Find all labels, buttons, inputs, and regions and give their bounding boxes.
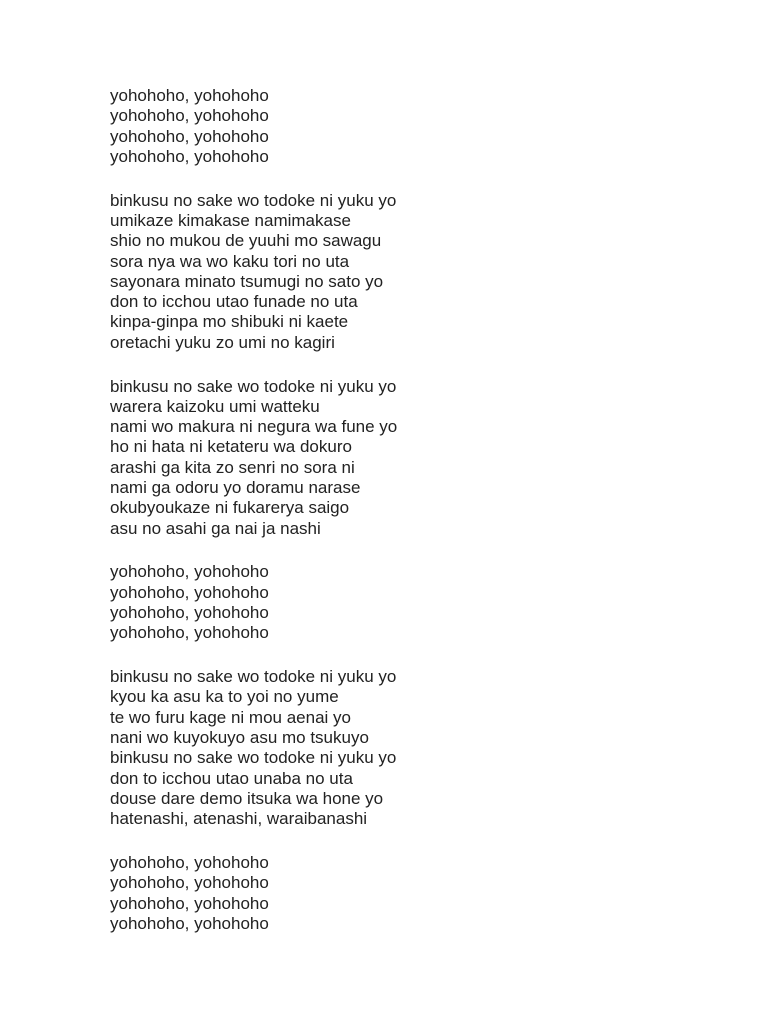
stanza-chorus-3 [110,853,730,934]
lyric-line: yohohoho, yohohoho [110,853,269,872]
lyric-line: binkusu no sake wo todoke ni yuku yo [110,667,397,687]
lyrics-body [110,86,730,934]
lyric-line: kinpa-ginpa mo shibuki ni kaete [110,312,349,332]
lyric-line: sayonara minato tsumugi no sato yo [110,271,384,291]
lyric-line: te wo furu kage ni mou aenai yo [110,707,351,727]
lyric-line: don to icchou utao funade no uta [110,292,358,312]
lyric-line: binkusu no sake wo todoke ni yuku yo [110,376,397,396]
lyric-line: yohohoho, yohohoho [110,562,269,582]
lyric-line: yohohoho, yohohoho [110,893,269,913]
lyric-line: ho ni hata ni ketateru wa dokuro [110,437,352,457]
lyric-line: warera kaizoku umi watteku [110,396,320,416]
lyric-line: yohohoho, yohohoho [110,582,269,602]
lyric-line: yohohoho, yohohoho [110,873,269,893]
stanza-chorus-1 [110,86,730,167]
lyric-line: yohohoho, yohohoho [110,86,269,105]
lyric-line: hatenashi, atenashi, waraibanashi [110,809,368,829]
lyric-line: nami ga odoru yo doramu narase [110,478,361,498]
stanza-verse-3 [110,667,730,829]
lyric-line: douse dare demo itsuka wa hone yo [110,788,384,808]
lyric-line: yohohoho, yohohoho [110,106,269,126]
lyric-line: kyou ka asu ka to yoi no yume [110,687,339,707]
lyric-line: yohohoho, yohohoho [110,913,269,933]
lyric-line: nami wo makura ni negura wa fune yo [110,417,398,437]
lyric-line: oretachi yuku zo umi no kagiri [110,332,335,352]
stanza-verse-1 [110,191,730,353]
stanza-chorus-2 [110,562,730,643]
lyric-line: shio no mukou de yuuhi mo sawagu [110,231,382,251]
lyric-line: arashi ga kita zo senri no sora ni [110,457,355,477]
lyric-line: don to icchou utao unaba no uta [110,768,353,788]
lyric-line: binkusu no sake wo todoke ni yuku yo [110,190,397,210]
lyric-line: nani wo kuyokuyo asu mo tsukuyo [110,728,369,748]
lyric-line: yohohoho, yohohoho [110,623,269,643]
lyric-line: yohohoho, yohohoho [110,603,269,623]
lyric-line: binkusu no sake wo todoke ni yuku yo [110,748,397,768]
lyric-line: yohohoho, yohohoho [110,126,269,146]
lyric-line: okubyoukaze ni fukarerya saigo [110,498,350,518]
lyric-line: sora nya wa wo kaku tori no uta [110,251,350,271]
lyric-line: asu no asahi ga nai ja nashi [110,518,321,538]
stanza-verse-2 [110,377,730,539]
lyric-line: yohohoho, yohohoho [110,146,269,166]
lyric-line: umikaze kimakase namimakase [110,210,351,230]
